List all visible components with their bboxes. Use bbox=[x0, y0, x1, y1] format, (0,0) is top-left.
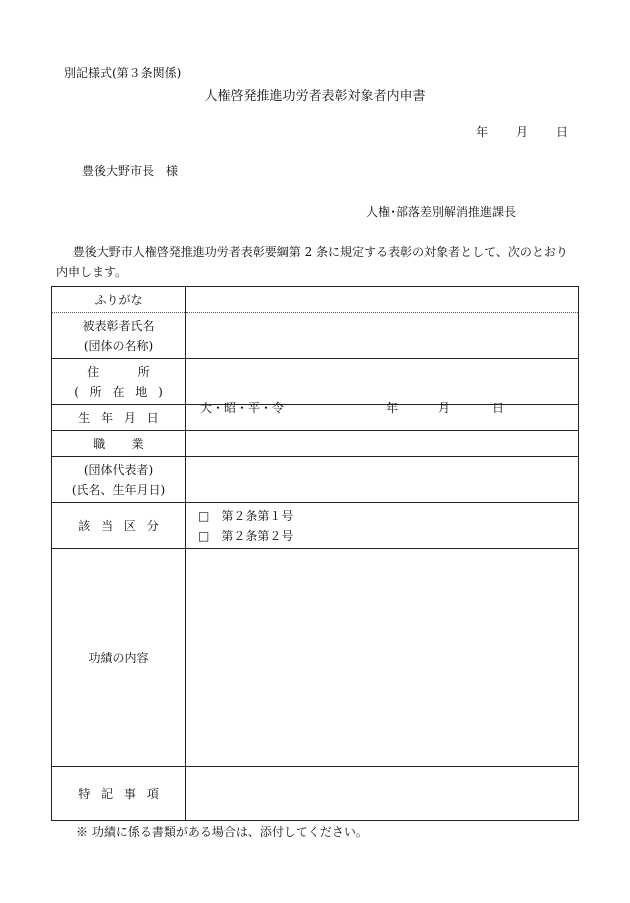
furigana-field[interactable] bbox=[186, 287, 579, 313]
address-label-line2: (所在地) bbox=[74, 384, 174, 399]
category-field bbox=[186, 503, 579, 549]
remarks-field[interactable] bbox=[186, 767, 579, 821]
category-option-2[interactable]: □ 第２条第２号 bbox=[198, 528, 294, 543]
birth-era-options: 大・昭・平・令 bbox=[200, 401, 285, 415]
achievements-label: 功績の内容 bbox=[52, 549, 186, 767]
birthdate-label: 生年月日 bbox=[52, 405, 186, 431]
date-year: 年 bbox=[476, 125, 489, 139]
addressee: 豊後大野市長 様 bbox=[82, 164, 179, 178]
name-label-line1: 被表彰者氏名 bbox=[82, 318, 155, 333]
furigana-label: ふりがな bbox=[52, 287, 186, 313]
document-title: 人権啓発推進功労者表彰対象者内申書 bbox=[204, 89, 426, 104]
address-field[interactable] bbox=[186, 359, 579, 405]
application-form-table bbox=[51, 286, 579, 821]
achievements-field[interactable] bbox=[186, 549, 579, 767]
representative-field[interactable] bbox=[186, 457, 579, 503]
birth-year: 年 bbox=[386, 401, 399, 415]
birthdate-field[interactable] bbox=[186, 401, 579, 431]
name-label-line2: (団体の名称) bbox=[83, 338, 154, 353]
category-label: 該当区分 bbox=[52, 503, 186, 549]
representative-label bbox=[52, 457, 186, 503]
body-text: 豊後大野市人権啓発推進功労者表彰要綱第 2 条に規定する表彰の対象者として、次のとおり内申します。 bbox=[56, 245, 568, 279]
form-reference: 別記様式(第３条関係) bbox=[64, 66, 182, 80]
representative-label-line1: (団体代表者) bbox=[83, 462, 154, 477]
footnote: ※ 功績に係る書類がある場合は、添付してください。 bbox=[76, 825, 368, 839]
occupation-label: 職業 bbox=[52, 431, 186, 457]
category-option-1[interactable]: □ 第２条第１号 bbox=[198, 508, 294, 523]
sender: 人権･部落差別解消推進課長 bbox=[366, 205, 517, 219]
birth-day: 日 bbox=[492, 401, 505, 415]
date-month: 月 bbox=[516, 125, 529, 139]
representative-label-line2: (氏名、生年月日) bbox=[71, 482, 166, 497]
name-field[interactable] bbox=[186, 313, 579, 359]
address-label-line1: 住所 bbox=[87, 364, 189, 379]
name-label bbox=[52, 313, 186, 359]
address-label bbox=[52, 359, 189, 405]
date-day: 日 bbox=[556, 125, 569, 139]
birth-month: 月 bbox=[438, 401, 451, 415]
remarks-label: 特記事項 bbox=[52, 767, 186, 821]
occupation-field[interactable] bbox=[186, 431, 579, 457]
